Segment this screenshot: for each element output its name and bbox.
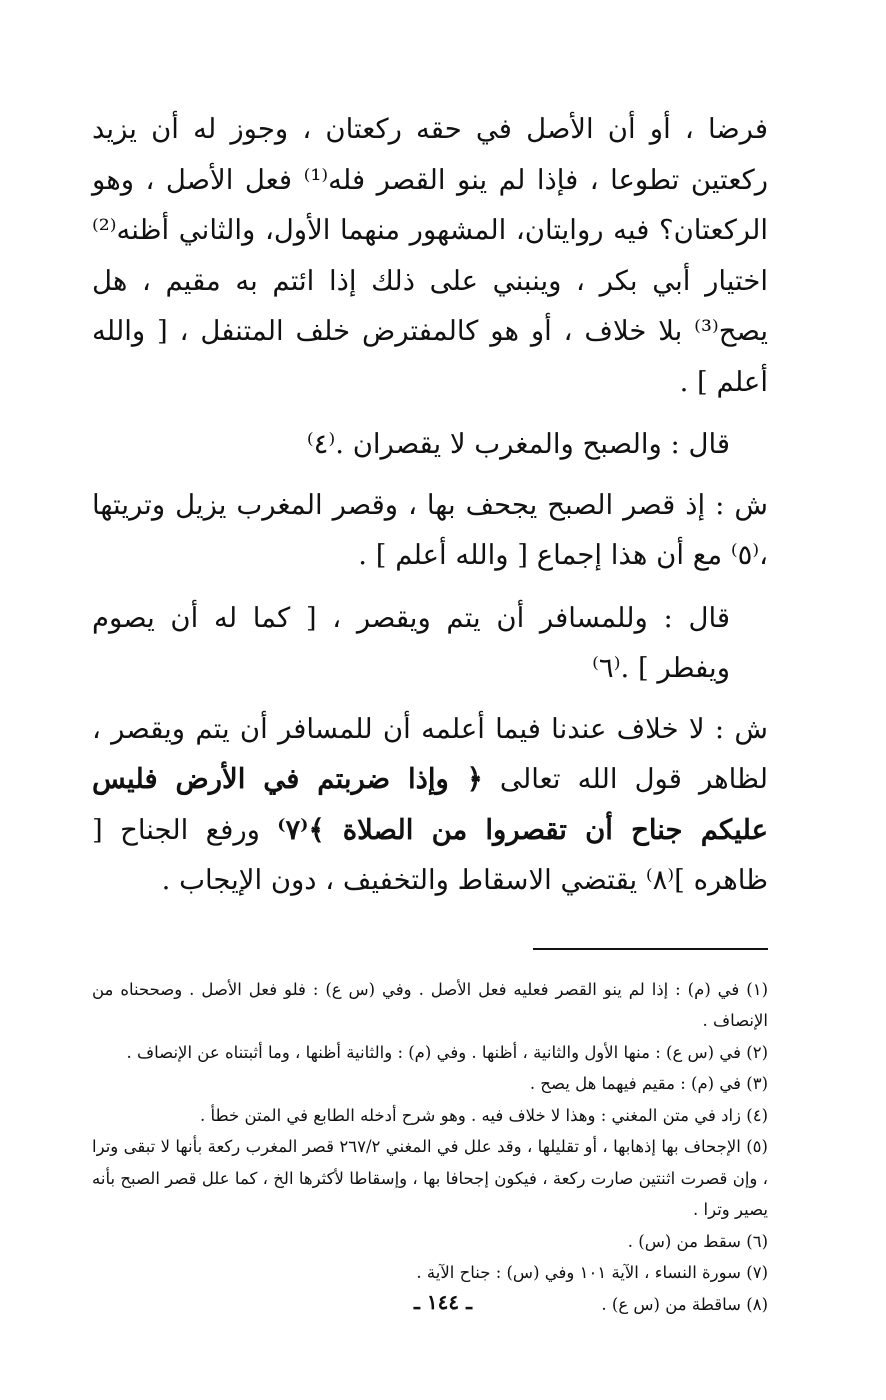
paragraph-5-rest: ورفع الجناح [ ظاهره ]⁽٨⁾ يقتضي الاسقاط والتخفيف ، دون الإيجاب . (92, 813, 768, 896)
paragraph-1: فرضا ، أو أن الأصل في حقه ركعتان ، وجوز له أن يزيد ركعتين تطوعا ، فإذا لم ينو القصر فله⁽¹⁾ فعل الأصل ، وهو الركعتان؟ فيه روايتان، المشهور منهما الأول، والثاني أظنه⁽²⁾ اختيار أبي بكر ، وينبني على ذلك إذا ائتم به مقيم ، هل يصح⁽³⁾ بلا خلاف ، أو هو كالمفترض خلف المتنفل ، [ والله أعلم ] . (92, 113, 768, 398)
quran-verse: ﴿ وإذا ضربتم في الأرض فليس عليكم جناح أن تقصروا من الصلاة ﴾⁽٧⁾ (92, 763, 768, 846)
main-text (92, 104, 768, 906)
paragraph-5 (92, 704, 768, 906)
footnote-6: (٦) سقط من (س) . (627, 1231, 768, 1251)
footnote-2: (٢) في (س ع) : منها الأول والثانية ، أظنها . وفي (م) : والثانية أظنها ، وما أثبتناه عن الإنصاف . (126, 1042, 768, 1062)
footnote-7: (٧) سورة النساء ، الآية ١٠١ وفي (س) : جناح الآية . (416, 1263, 768, 1282)
footnotes (92, 974, 768, 1321)
page-number: ـ ١٤٤ ـ (414, 1290, 472, 1314)
paragraph-2: قال : والصبح والمغرب لا يقصران .⁽٤⁾ (306, 428, 730, 460)
footnote-4: (٤) زاد في متن المغني : وهذا لا خلاف فيه . وهو شرح أدخله الطابع في المتن خطأ . (199, 1105, 768, 1125)
paragraph-5-intro: ش : لا خلاف عندنا فيما أعلمه أن للمسافر أن يتم ويقصر ، لظاهر قول الله تعالى (92, 712, 768, 795)
footnote-separator (533, 948, 768, 950)
footnote-3: (٣) في (م) : مقيم فيهما هل يصح . (529, 1074, 768, 1093)
paragraph-4: قال : وللمسافر أن يتم ويقصر ، [ كما له أن يصوم ويفطر ] .⁽٦⁾ (92, 601, 730, 684)
footnote-8: (٨) ساقطة من (س ع) . (601, 1294, 768, 1314)
footnote-1: (١) في (م) : إذا لم ينو القصر فعليه فعل الأصل . وفي (س ع) : فلو فعل الأصل . وصححناه من الإنصاف . (92, 979, 768, 1030)
footnote-5: (٥) الإجحاف بها إذهابها ، أو تقليلها ، وقد علل في المغني ٢٦٧/٢ قصر المغرب ركعة بأنها لا تبقى وترا ، وإن قصرت اثنتين صارت ركعة ، فيكون إجحافا بها ، وإسقاطا لأكثرها الخ ، كما علل قصر الصبح بأنه يصير وترا . (92, 1137, 768, 1219)
paragraph-3: ش : إذ قصر الصبح يجحف بها ، وقصر المغرب يزيل وتريتها ،⁽٥⁾ مع أن هذا إجماع [ والله أعلم ] . (92, 488, 768, 571)
